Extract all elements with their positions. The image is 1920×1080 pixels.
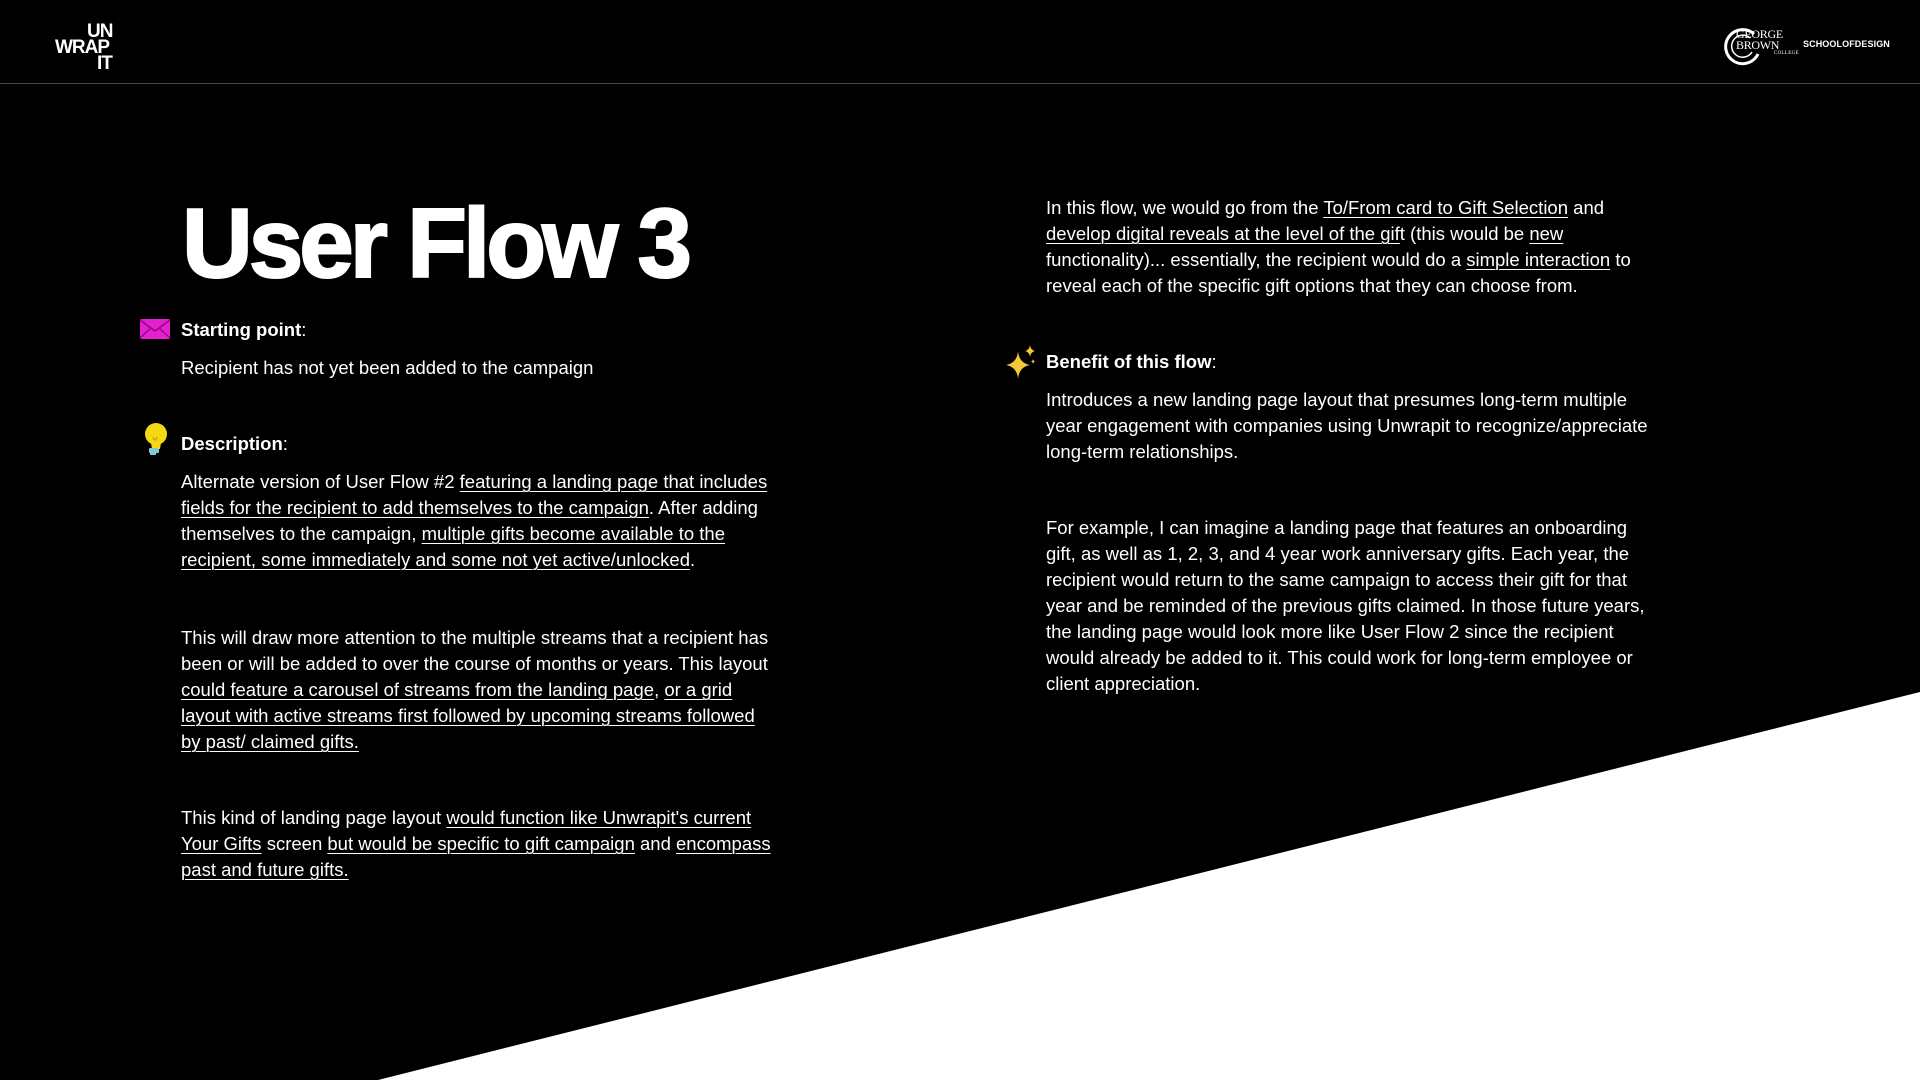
underlined-text: To/From card to Gift Selection — [1323, 197, 1569, 218]
text-run: This kind of landing page layout — [181, 807, 447, 828]
benefit-paragraph-1: Introduces a new landing page layout that presumes long-term multiple year engagement with companies using Unwrapit to recognize/appreciate long-term relationships. — [1046, 389, 1648, 462]
heading-colon: : — [1211, 351, 1217, 372]
logo-line: WRAP — [55, 37, 110, 58]
college-name-line: GEORGE — [1736, 27, 1783, 41]
text-run: to reveal each of the specific gift options that they can choose from. — [1046, 249, 1631, 296]
underlined-text: new — [1529, 223, 1564, 244]
underlined-text: featuring a landing page that includes fields for the recipient to add themselves to the campaign — [181, 471, 768, 518]
benefit-paragraph-2: For example, I can imagine a landing page that features an onboarding gift, as well as 1, 2, 3, and 4 year work anniversary gifts. Each year, the recipient would return to the same campaign to access their gift for that year and be reminded of the previous gifts claimed. In those future years, the landing page would look more like User Flow 2 since the recipient would already be added to it. This could work for long-term employee or client appreciation. — [1046, 517, 1645, 694]
description-paragraph-1 — [181, 469, 793, 573]
college-subtitle: COLLEGE — [1774, 51, 1799, 56]
starting-point-heading-row — [181, 317, 306, 343]
underlined-text: multiple gifts become available to the recipient, some immediately and some not yet active/unlocked — [181, 523, 726, 570]
underlined-text: encompass past and future gifts. — [181, 833, 771, 880]
underlined-text: develop digital reveals at the level of the gif — [1046, 223, 1400, 244]
starting-point-heading: Starting point — [181, 319, 302, 340]
underlined-text: could feature a carousel of streams from the landing page — [181, 679, 655, 700]
school-of-design-label: SCHOOLOFDESIGN — [1803, 39, 1890, 49]
description-heading-row — [181, 431, 288, 457]
text-run: t (this would be — [1399, 223, 1530, 244]
description-paragraph-3 — [181, 805, 786, 883]
benefit-heading: Benefit of this flow — [1046, 351, 1212, 372]
heading-colon: : — [282, 433, 288, 454]
text-run: functionality)... essentially, the recipient would do a — [1046, 249, 1467, 270]
underlined-text: simple interaction — [1466, 249, 1611, 270]
page-title: User Flow 3 — [182, 188, 689, 298]
benefit-heading-row — [1046, 349, 1217, 375]
text-run: screen — [261, 833, 328, 854]
text-run: and — [634, 833, 677, 854]
text-run: . After adding themselves to the campaign, — [181, 497, 758, 544]
text-run: and — [1568, 197, 1605, 218]
underlined-text: or a grid layout with active streams first followed by upcoming streams followed by past/ claimed gifts. — [181, 679, 755, 752]
text-run: . — [690, 549, 696, 570]
heading-colon: : — [301, 319, 307, 340]
underlined-text: would function like Unwrapit's current Your Gifts — [181, 807, 752, 854]
text-run: In this flow, we would go from the — [1046, 197, 1324, 218]
logo-line: IT — [97, 53, 112, 74]
college-name-line: BROWN — [1736, 38, 1780, 52]
text-run: , — [654, 679, 665, 700]
text-run: This will draw more attention to the multiple streams that a recipient has been or will be added to over the course of months or years. This layout — [181, 627, 769, 674]
flow-intro-paragraph — [1046, 195, 1661, 299]
description-paragraph-2 — [181, 625, 771, 755]
description-heading: Description — [181, 433, 283, 454]
starting-point-text: Recipient has not yet been added to the campaign — [181, 357, 594, 378]
text-run: Alternate version of User Flow #2 — [181, 471, 460, 492]
envelope-icon — [139, 318, 171, 340]
logo-line: UN — [87, 21, 113, 42]
sparkle-icon — [1006, 345, 1038, 379]
lightbulb-icon — [140, 421, 170, 459]
underlined-text: but would be specific to gift campaign — [327, 833, 635, 854]
